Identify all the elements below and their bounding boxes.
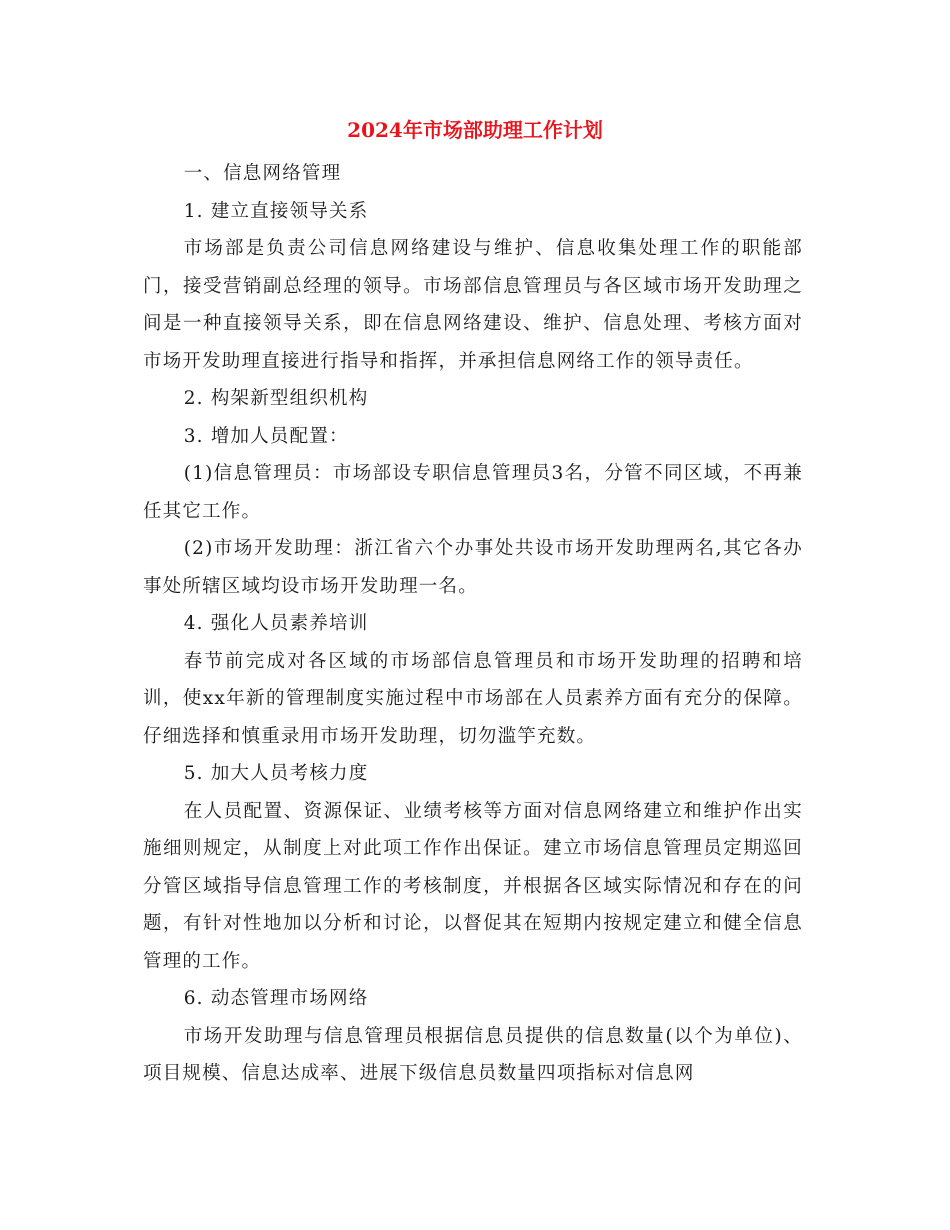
subsection-heading: 1. 建立直接领导关系 [183,200,369,222]
document-title: 2024年市场部助理工作计划 [347,118,603,142]
subsection-heading: 2. 构架新型组织机构 [183,388,369,409]
subsection-heading: 4. 强化人员素养培训 [183,613,369,634]
list-item-paragraph: (1)信息管理员：市场部设专职信息管理员3名，分管不同区域，不再兼任其它工作。 [143,463,803,522]
body-paragraph: 春节前完成对各区域的市场部信息管理员和市场开发助理的招聘和培训，使xx年新的管理制度实施过程中市场部在人员素养方面有充分的保障。仔细选择和慎重录用市场开发助理，切勿滥竽充数。 [143,650,803,747]
subsection-heading: 3. 增加人员配置： [183,425,349,447]
subsection-heading: 5. 加大人员考核力度 [183,763,369,784]
body-paragraph: 在人员配置、资源保证、业绩考核等方面对信息网络建立和维护作出实施细则规定，从制度上对此项工作作出保证。建立市场信息管理员定期巡回分管区域指导信息管理工作的考核制度，并根据各区域实际情况和存在的问题，有针对性地加以分析和讨论，以督促其在短期内按规定建立和健全信息管理的工作。 [143,800,803,972]
subsection-heading: 6. 动态管理市场网络 [183,988,369,1009]
body-paragraph: 市场开发助理与信息管理员根据信息员提供的信息数量(以个为单位)、项目规模、信息达成率、进展下级信息员数量四项指标对信息网 [143,1025,803,1084]
list-item-paragraph: (2)市场开发助理：浙江省六个办事处共设市场开发助理两名,其它各办事处所辖区域均设市场开发助理一名。 [143,538,803,597]
document-body [143,155,803,1093]
body-paragraph: 市场部是负责公司信息网络建设与维护、信息收集处理工作的职能部门，接受营销副总经理的领导。市场部信息管理员与各区域市场开发助理之间是一种直接领导关系，即在信息网络建设、维护、信息处理、考核方面对市场开发助理直接进行指导和指挥，并承担信息网络工作的领导责任。 [143,238,803,372]
section-heading: 一、信息网络管理 [183,163,342,184]
